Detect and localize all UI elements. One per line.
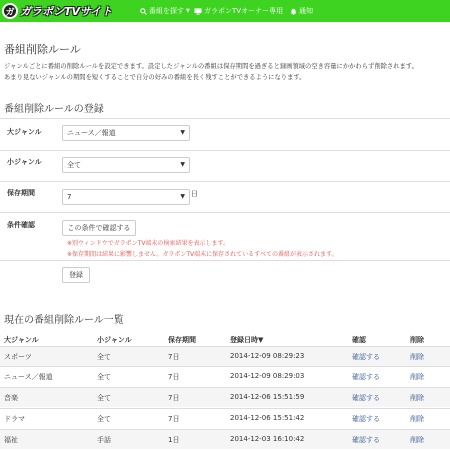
logo-text: ガラポンTVサイト (20, 5, 113, 18)
cell-period: 7日 (168, 353, 180, 361)
divider (0, 150, 450, 151)
nav-owner-only[interactable] (194, 0, 283, 22)
minor-genre-label: 小ジャンル (7, 158, 42, 166)
confirm-link[interactable]: 確認する (352, 415, 380, 423)
chevron-down-icon: ▼ (180, 193, 185, 200)
confirm-condition-button[interactable]: この条件で確認する (62, 220, 136, 236)
cell-major: ドラマ (4, 415, 25, 423)
cell-major: 福祉 (4, 436, 18, 444)
page-intro (4, 61, 448, 83)
intro-line-2: あまり見ないジャンルの期間を短くすることで自分の好みの番組を長く残すことができるようになります。 (4, 74, 306, 81)
minor-genre-value: 全て (67, 161, 81, 169)
delete-link[interactable]: 削除 (410, 394, 424, 402)
delete-link[interactable]: 削除 (410, 436, 424, 444)
cell-minor: 全て (97, 394, 111, 402)
column-header-confirm: 確認 (352, 336, 366, 344)
bell-icon (290, 8, 297, 15)
cell-date: 2014-12-06 15:51:42 (230, 414, 305, 422)
cell-period: 7日 (168, 373, 180, 381)
cell-major: 音楽 (4, 394, 18, 402)
retention-select[interactable] (62, 189, 190, 205)
delete-link[interactable]: 削除 (410, 415, 424, 423)
chevron-down-icon: ▼ (180, 129, 185, 136)
cell-minor: 全て (97, 373, 111, 381)
table-row (0, 366, 450, 386)
table-row (0, 387, 450, 407)
intro-line-1: ジャンルごとに番組の削除ルールを設定できます。設定したジャンルの番組は保存期間を過ぎると録画領域の空き容量にかかわらず削除されます。 (4, 63, 418, 70)
search-icon (140, 8, 147, 15)
note-retention: ※保存期間は結果に影響しません。ガラポンTV端末に保存されているすべての番組が表示されます。 (67, 251, 338, 258)
column-header-minor: 小ジャンル (97, 336, 132, 344)
cell-date: 2014-12-06 15:51:59 (230, 393, 305, 401)
logo-mark: ガ (2, 3, 18, 19)
column-header-period: 保存期間 (168, 336, 196, 344)
major-genre-label: 大ジャンル (7, 128, 42, 136)
cell-period: 7日 (168, 394, 180, 402)
nav-search-label: 番組を探す (149, 7, 184, 15)
confirm-link[interactable]: 確認する (352, 436, 380, 444)
cell-date: 2014-12-09 08:29:23 (230, 352, 305, 360)
page-title: 番組削除ルール (4, 43, 81, 56)
major-genre-value: ニュース／報道 (67, 129, 116, 137)
confirm-link[interactable]: 確認する (352, 373, 380, 381)
confirm-link[interactable]: 確認する (352, 394, 380, 402)
confirm-label: 条件確認 (7, 221, 35, 229)
top-navbar (0, 0, 450, 22)
column-header-date[interactable]: 登録日時▼ (230, 336, 264, 344)
table-row (0, 408, 450, 428)
confirm-link[interactable]: 確認する (352, 353, 380, 361)
delete-link[interactable]: 削除 (410, 353, 424, 361)
nav-notifications[interactable] (290, 0, 313, 22)
register-section-title: 番組削除ルールの登録 (4, 104, 104, 115)
divider (0, 118, 450, 119)
cell-date: 2014-12-03 16:10:42 (230, 435, 305, 443)
divider (0, 181, 450, 182)
retention-value: 7 (67, 193, 72, 201)
minor-genre-select[interactable] (62, 157, 190, 173)
cell-minor: 全て (97, 415, 111, 423)
cell-period: 1日 (168, 436, 180, 444)
major-genre-select[interactable] (62, 125, 190, 141)
nav-owner-label: ガラポンTVオーナー専用 (204, 7, 284, 15)
cell-date: 2014-12-09 08:29:03 (230, 372, 305, 380)
rules-section-title: 現在の番組削除ルール一覧 (4, 315, 124, 326)
cell-minor: 手話 (97, 436, 111, 444)
table-row (0, 346, 450, 366)
register-button[interactable]: 登録 (62, 267, 90, 283)
cell-period: 7日 (168, 415, 180, 423)
retention-unit: 日 (191, 190, 198, 198)
tv-icon (194, 8, 202, 15)
delete-link[interactable]: 削除 (410, 373, 424, 381)
cell-major: スポーツ (4, 353, 32, 361)
table-row (0, 429, 450, 449)
cell-minor: 全て (97, 353, 111, 361)
retention-label: 保存期間 (7, 189, 35, 197)
divider (0, 260, 450, 261)
cell-major: ニュース／報道 (4, 373, 53, 381)
site-logo[interactable] (2, 2, 112, 20)
divider (0, 212, 450, 213)
chevron-down-icon: ▼ (180, 161, 185, 168)
nav-search-programs[interactable] (140, 0, 190, 22)
note-new-window: ※別ウィンドウでガラポンTV端末の検索結果を表示します。 (67, 240, 229, 247)
chevron-down-icon: ▼ (186, 8, 190, 14)
column-header-major: 大ジャンル (4, 336, 39, 344)
column-header-delete: 削除 (410, 336, 424, 344)
nav-notifications-label: 通知 (299, 7, 313, 15)
